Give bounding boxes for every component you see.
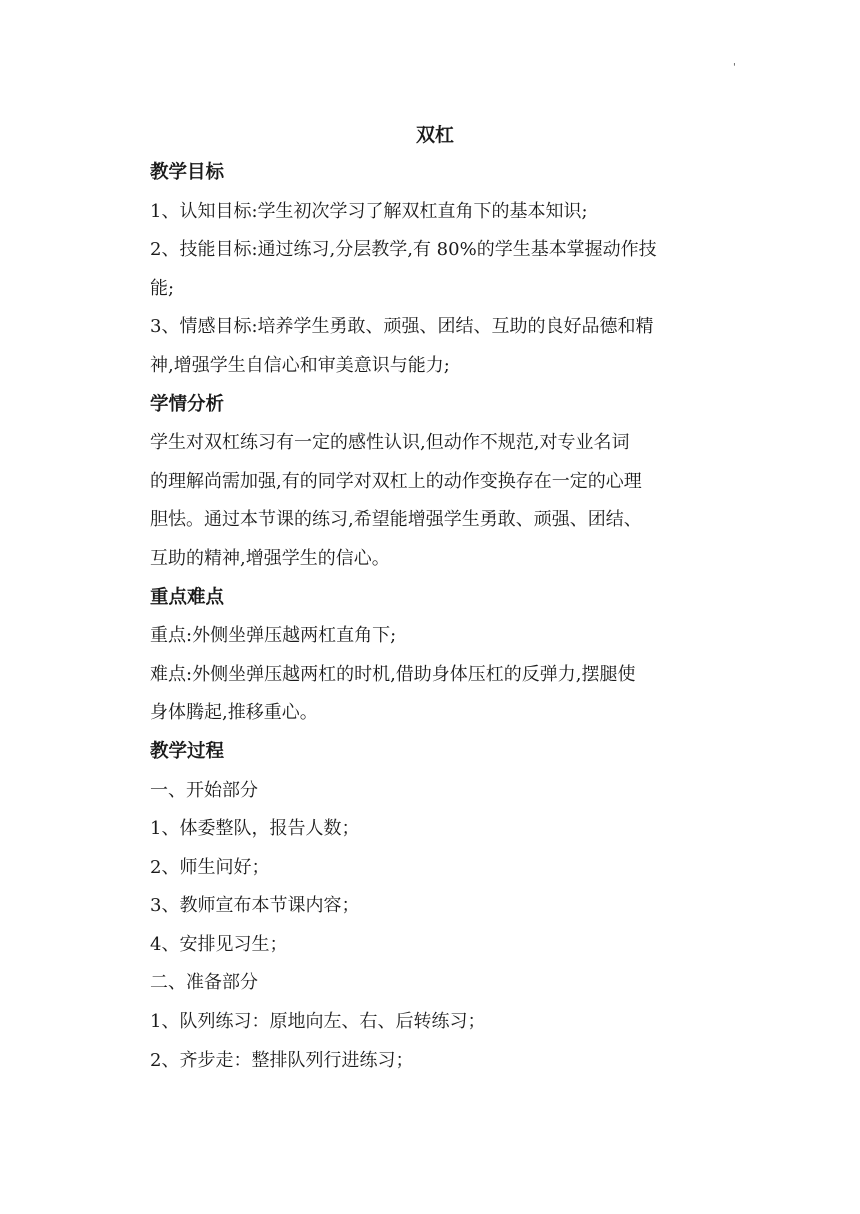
body-line: 1、体委整队，报告人数； bbox=[150, 818, 360, 840]
document-body bbox=[150, 116, 720, 1080]
section-heading: 学情分析 bbox=[150, 393, 225, 415]
body-line: 神,增强学生自信心和审美意识与能力; bbox=[150, 354, 450, 376]
body-line: 二、准备部分 bbox=[150, 972, 258, 994]
body-line: 互助的精神,增强学生的信心。 bbox=[150, 547, 390, 569]
body-line: 1、认知目标:学生初次学习了解双杠直角下的基本知识; bbox=[150, 200, 588, 222]
section-heading: 教学过程 bbox=[150, 740, 225, 762]
body-line: 的理解尚需加强,有的同学对双杠上的动作变换存在一定的心理 bbox=[150, 470, 642, 492]
body-line: 能; bbox=[150, 277, 175, 299]
body-line: 3、情感目标:培养学生勇敢、顽强、团结、互助的良好品德和精 bbox=[150, 316, 654, 338]
corner-mark: ' bbox=[733, 62, 736, 73]
body-line: 4、安排见习生； bbox=[150, 933, 288, 955]
section-heading: 重点难点 bbox=[150, 586, 225, 608]
document-title: 双杠 bbox=[415, 124, 454, 146]
body-line: 身体腾起,推移重心。 bbox=[150, 702, 318, 724]
section-heading: 教学目标 bbox=[150, 162, 225, 183]
body-line: 2、师生问好； bbox=[150, 856, 270, 878]
body-line: 学生对双杠练习有一定的感性认识,但动作不规范,对专业名词 bbox=[150, 432, 630, 454]
body-line: 重点:外侧坐弹压越两杠直角下; bbox=[150, 625, 397, 647]
body-line: 2、齐步走：整排队列行进练习； bbox=[150, 1049, 414, 1071]
body-line: 1、队列练习：原地向左、右、后转练习； bbox=[150, 1011, 486, 1033]
body-line: 难点:外侧坐弹压越两杠的时机,借助身体压杠的反弹力,摆腿使 bbox=[150, 663, 636, 685]
body-line: 一、开始部分 bbox=[150, 779, 258, 801]
body-line: 2、技能目标:通过练习,分层教学,有 80%的学生基本掌握动作技 bbox=[150, 239, 657, 261]
body-line: 胆怯。通过本节课的练习,希望能增强学生勇敢、顽强、团结、 bbox=[150, 509, 642, 531]
document-lines bbox=[150, 154, 720, 1080]
body-line: 3、教师宣布本节课内容； bbox=[150, 895, 360, 917]
